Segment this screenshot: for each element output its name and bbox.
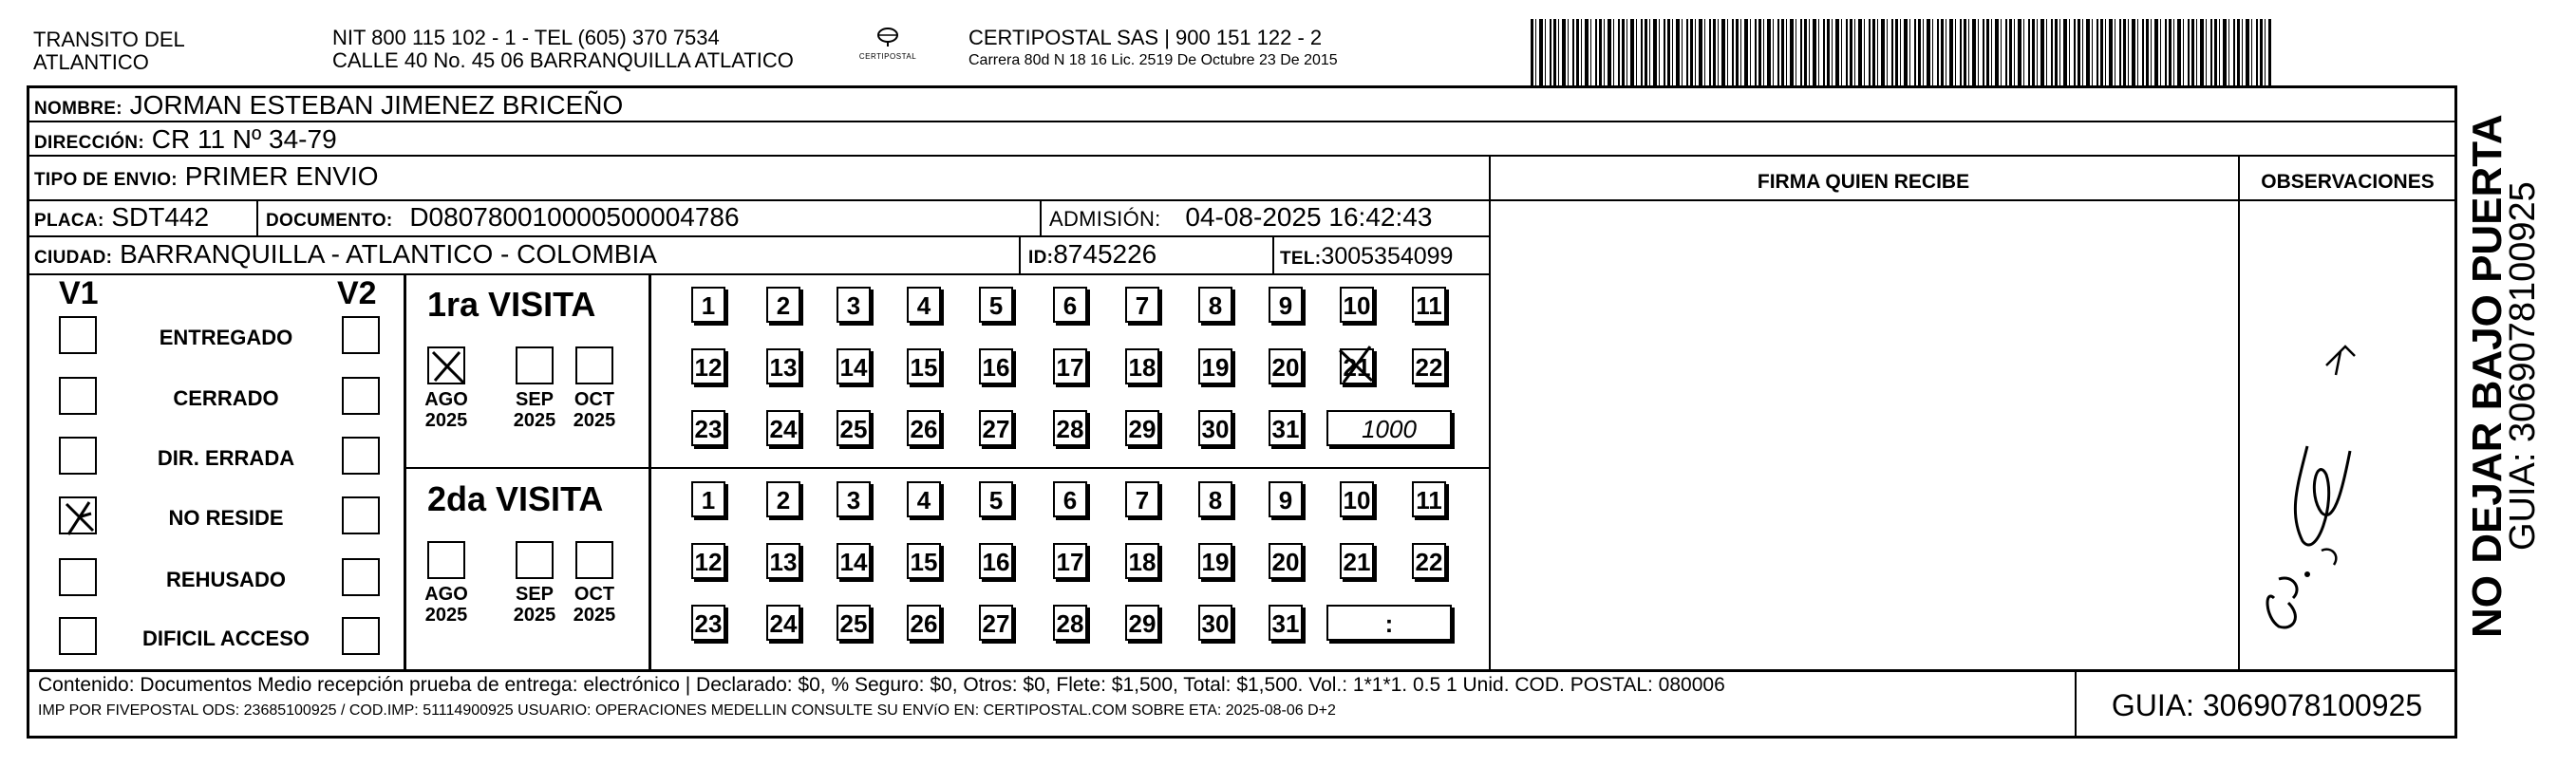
day-box[interactable]: 7 [1125, 287, 1159, 323]
status-label: NO RESIDE [168, 506, 284, 530]
month-checkbox[interactable] [575, 346, 613, 384]
day-box[interactable]: 31 [1269, 605, 1303, 641]
month-checkbox[interactable] [427, 541, 465, 579]
day-box[interactable]: 6 [1053, 287, 1087, 323]
tipo-value: PRIMER ENVIO [184, 161, 379, 191]
time-box[interactable]: 1000 [1326, 410, 1452, 446]
day-box[interactable]: 15 [907, 543, 941, 579]
day-box[interactable]: 9 [1269, 481, 1303, 517]
barcode [1531, 19, 2271, 85]
day-box[interactable]: 28 [1053, 605, 1087, 641]
day-box[interactable]: 2 [766, 287, 800, 323]
company-line-2: ATLANTICO [33, 50, 149, 74]
month-year: 2025 [573, 410, 616, 431]
company-contact [332, 27, 794, 72]
day-box[interactable]: 27 [979, 605, 1013, 641]
day-box[interactable]: 19 [1198, 348, 1232, 384]
month-name: SEP [515, 389, 555, 410]
signature [2250, 361, 2374, 645]
v1-checkbox[interactable] [59, 377, 97, 415]
day-box[interactable]: 7 [1125, 481, 1159, 517]
day-box[interactable]: 24 [766, 605, 800, 641]
v2-checkbox[interactable] [342, 437, 380, 475]
month-year: 2025 [573, 605, 616, 626]
logo-text: CERTIPOSTAL [858, 52, 917, 61]
id-row [1028, 239, 1156, 273]
day-box[interactable]: 18 [1125, 543, 1159, 579]
admision-label: ADMISIÓN: [1049, 207, 1161, 231]
day-box[interactable]: 23 [691, 605, 725, 641]
ciudad-row [34, 239, 657, 273]
day-check-mark-icon [1334, 343, 1378, 386]
direccion-value: CR 11 Nº 34-79 [151, 124, 337, 154]
placa-label: PLACA: [34, 211, 104, 231]
observaciones-label: OBSERVACIONES [2261, 171, 2435, 193]
footer-imp: IMP POR FIVEPOSTAL ODS: 23685100925 / COD.IMP: 51114900925 USUARIO: OPERACIONES MEDELLIN CONSULTE SU ENVíO EN: CERTIPOSTAL.COM SOBRE ETA: 2025-08-06 D+2 [38, 702, 1336, 719]
tipo-label: TIPO DE ENVIO: [34, 170, 178, 190]
month-checkbox[interactable] [516, 346, 554, 384]
day-box[interactable]: 25 [837, 605, 871, 641]
direccion-row [34, 124, 337, 159]
day-box[interactable]: 27 [979, 410, 1013, 446]
day-box[interactable]: 4 [907, 287, 941, 323]
v2-checkbox[interactable] [342, 558, 380, 596]
day-box[interactable]: 5 [979, 481, 1013, 517]
certipostal-line: CERTIPOSTAL SAS | 900 151 122 - 2 [968, 26, 1323, 49]
footer-guia: GUIA: 3069078100925 [2075, 672, 2457, 739]
v2-checkbox[interactable] [342, 316, 380, 354]
day-box[interactable]: 14 [837, 348, 871, 384]
ciudad-value: BARRANQUILLA - ATLANTICO - COLOMBIA [120, 239, 657, 269]
v1-checkbox[interactable] [59, 496, 97, 534]
documento-label: DOCUMENTO: [266, 211, 393, 231]
no-dejar-bajo-puerta: NO DEJAR BAJO PUERTA [2464, 114, 2510, 638]
day-box[interactable]: 19 [1198, 543, 1232, 579]
certipostal-logo [850, 27, 926, 68]
day-box[interactable]: 21 [1340, 348, 1374, 384]
v2-checkbox[interactable] [342, 377, 380, 415]
v1-checkbox[interactable] [59, 437, 97, 475]
day-box[interactable]: 5 [979, 287, 1013, 323]
v2-header: V2 [337, 275, 377, 311]
month-year: 2025 [513, 605, 556, 626]
day-box[interactable]: 30 [1198, 410, 1232, 446]
tel-value: 3005354099 [1321, 243, 1454, 270]
day-box[interactable]: 20 [1269, 348, 1303, 384]
certipostal-info [968, 27, 1338, 72]
month-label [418, 389, 475, 431]
day-box[interactable]: 28 [1053, 410, 1087, 446]
company-name [33, 28, 185, 74]
day-box[interactable]: 21 [1340, 543, 1374, 579]
v1-header: V1 [59, 275, 99, 311]
time-box[interactable]: : [1326, 605, 1452, 641]
day-box[interactable]: 23 [691, 410, 725, 446]
placa-value: SDT442 [111, 202, 210, 232]
day-box[interactable]: 8 [1198, 481, 1232, 517]
day-box[interactable]: 11 [1412, 481, 1446, 517]
day-box[interactable]: 15 [907, 348, 941, 384]
day-box[interactable]: 29 [1125, 605, 1159, 641]
month-checkbox[interactable] [575, 541, 613, 579]
day-box[interactable]: 16 [979, 348, 1013, 384]
nit-line: NIT 800 115 102 - 1 - TEL (605) 370 7534 [332, 26, 720, 49]
day-box[interactable]: 10 [1340, 481, 1374, 517]
day-box[interactable]: 1 [691, 481, 725, 517]
day-box[interactable]: 20 [1269, 543, 1303, 579]
tel-row [1280, 241, 1453, 274]
day-box[interactable]: 26 [907, 410, 941, 446]
day-box[interactable]: 3 [837, 481, 871, 517]
day-box[interactable]: 9 [1269, 287, 1303, 323]
status-label: REHUSADO [166, 568, 286, 591]
id-label: ID: [1028, 248, 1054, 268]
address-line: CALLE 40 No. 45 06 BARRANQUILLA ATLATICO [332, 48, 794, 72]
status-label: DIFICIL ACCESO [141, 627, 310, 650]
day-box[interactable]: 2 [766, 481, 800, 517]
day-box[interactable]: 29 [1125, 410, 1159, 446]
nombre-row [34, 90, 623, 124]
day-box[interactable]: 13 [766, 543, 800, 579]
company-line-1: TRANSITO DEL [33, 28, 185, 51]
day-box[interactable]: 1 [691, 287, 725, 323]
day-box[interactable]: 14 [837, 543, 871, 579]
month-name: AGO [424, 584, 468, 605]
tipo-row [34, 161, 379, 196]
v2-checkbox[interactable] [342, 617, 380, 655]
day-box[interactable]: 24 [766, 410, 800, 446]
month-name: SEP [515, 584, 555, 605]
status-label: DIR. ERRADA [157, 446, 295, 470]
firma-label: FIRMA QUIEN RECIBE [1757, 171, 1970, 193]
tel-label: TEL: [1280, 249, 1322, 269]
month-label [506, 389, 563, 431]
ciudad-label: CIUDAD: [34, 248, 113, 268]
nombre-value: JORMAN ESTEBAN JIMENEZ BRICEÑO [129, 90, 624, 120]
month-checkbox[interactable] [427, 346, 465, 384]
documento-value: D080780010000500004786 [409, 202, 740, 232]
side-guia: GUIA: 3069078100925 [2503, 181, 2543, 551]
day-box[interactable]: 4 [907, 481, 941, 517]
month-year: 2025 [424, 605, 468, 626]
admision-value: 04-08-2025 16:42:43 [1185, 202, 1433, 232]
placa-row [34, 202, 209, 236]
day-box[interactable]: 25 [837, 410, 871, 446]
check-mark-icon [61, 498, 99, 536]
certipostal-sub: Carrera 80d N 18 16 Lic. 2519 De Octubre 23 De 2015 [968, 52, 1338, 68]
month-label [506, 584, 563, 626]
day-box[interactable]: 17 [1053, 348, 1087, 384]
direccion-label: DIRECCIÓN: [34, 133, 144, 153]
observation-mark [2317, 337, 2364, 384]
day-box[interactable]: 13 [766, 348, 800, 384]
day-box[interactable]: 17 [1053, 543, 1087, 579]
second-visit-title: 2da VISITA [427, 479, 604, 518]
logo-icon [875, 27, 900, 47]
day-box[interactable]: 22 [1412, 543, 1446, 579]
month-name: OCT [573, 389, 615, 410]
status-label: CERRADO [173, 386, 279, 410]
check-mark-icon [429, 348, 467, 386]
documento-row [266, 202, 740, 236]
day-box[interactable]: 31 [1269, 410, 1303, 446]
admision-row [1049, 202, 1432, 234]
day-box[interactable]: 12 [691, 543, 725, 579]
v1-checkbox[interactable] [59, 617, 97, 655]
first-visit-title: 1ra VISITA [427, 285, 596, 324]
day-box[interactable]: 8 [1198, 287, 1232, 323]
v2-checkbox[interactable] [342, 496, 380, 534]
month-label [566, 389, 623, 431]
month-name: AGO [424, 389, 468, 410]
day-box[interactable]: 16 [979, 543, 1013, 579]
month-checkbox[interactable] [516, 541, 554, 579]
month-label [418, 584, 475, 626]
v1-checkbox[interactable] [59, 316, 97, 354]
month-year: 2025 [513, 410, 556, 431]
day-box[interactable]: 10 [1340, 287, 1374, 323]
month-label [566, 584, 623, 626]
day-box[interactable]: 3 [837, 287, 871, 323]
month-year: 2025 [424, 410, 468, 431]
day-box[interactable]: 11 [1412, 287, 1446, 323]
id-value: 8745226 [1053, 239, 1157, 269]
status-label: ENTREGADO [159, 326, 293, 349]
day-box[interactable]: 30 [1198, 605, 1232, 641]
footer-contenido: Contenido: Documentos Medio recepción prueba de entrega: electrónico | Declarado: $0, % Seguro: $0, Otros: $0, Flete: $1,500, Total: $1,500. Vol.: 1*1*1. 0.5 1 Unid. COD. POSTAL: 080006 [38, 674, 1725, 696]
month-name: OCT [573, 584, 615, 605]
nombre-label: NOMBRE: [34, 99, 122, 119]
day-box[interactable]: 26 [907, 605, 941, 641]
day-box[interactable]: 18 [1125, 348, 1159, 384]
v1-checkbox[interactable] [59, 558, 97, 596]
day-box[interactable]: 6 [1053, 481, 1087, 517]
day-box[interactable]: 22 [1412, 348, 1446, 384]
day-box[interactable]: 12 [691, 348, 725, 384]
